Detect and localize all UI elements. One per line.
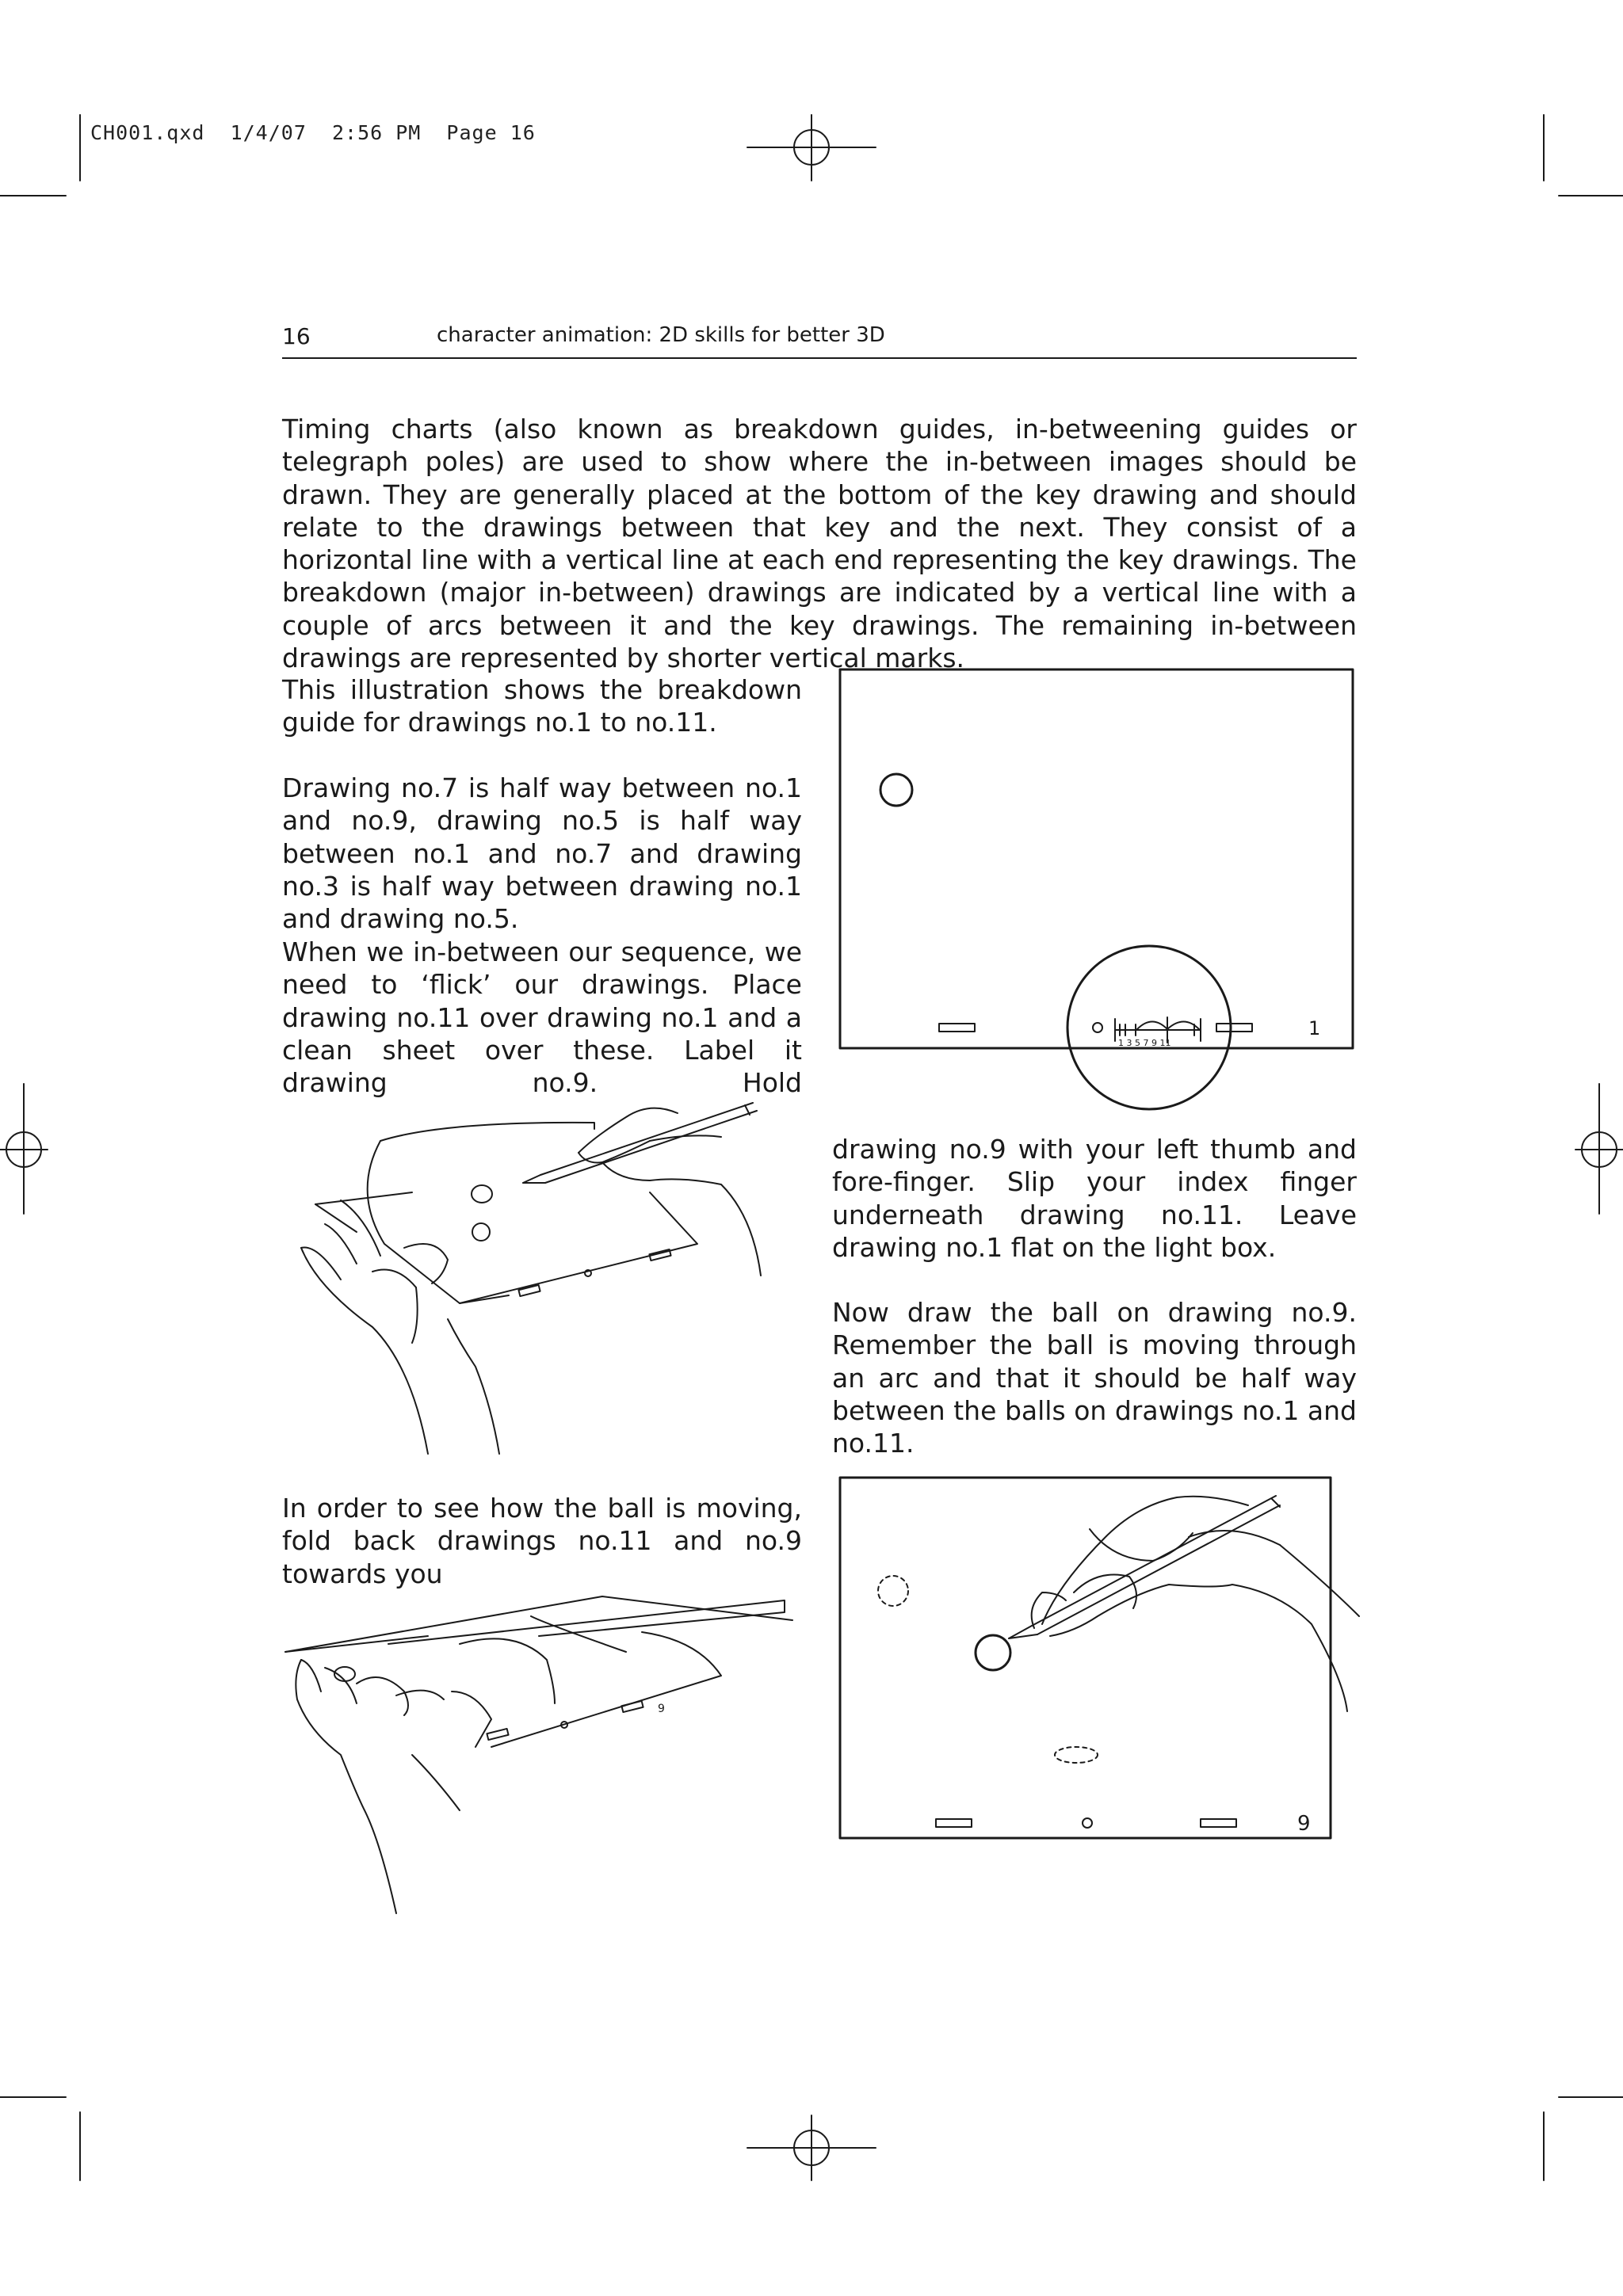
drawing7-paragraph: Drawing no.7 is half way between no.1 and no.9, drawing no.5 is half way between no.1 and no.7 and drawing no.3 is half way between drawing no.1 and drawing no.5.: [282, 772, 802, 935]
drawing-number-9: 9: [1297, 1812, 1311, 1836]
timing-chart-marks: 1 3 5 7 9 11: [1118, 1038, 1171, 1048]
ball-drawing-1-ghost: [878, 1576, 908, 1606]
fold-back-paragraph: In order to see how the ball is moving, fold back drawings no.11 and no.9 towards you: [282, 1493, 802, 1589]
page-number: 16: [282, 323, 311, 349]
ball-drawing-9: [976, 1635, 1010, 1670]
header-rule: [282, 357, 1357, 359]
running-title: character animation: 2D skills for better 3D: [437, 323, 885, 347]
drawing-number-1: 1: [1308, 1017, 1321, 1039]
fold-back-illustration: [277, 1573, 808, 1913]
ball-drawing-1: [880, 774, 912, 806]
svg-text:9: 9: [658, 1703, 665, 1715]
intro-paragraph: Timing charts (also known as breakdown guides, in-betweening guides or telegraph poles) are used to show where the in-between images should be drawn. They are generally placed at the bottom of the key drawing and should relate to the drawings between that key and the next. They consist of a horizontal line with a vertical line at each end representing the key drawings. The breakdown (major in-between) drawings are indicated by a vertical line with a couple of arcs between it and the key drawings. The remaining in-between drawings are represented by shorter vertical marks.: [282, 414, 1357, 674]
flick-paragraph-b: drawing no.9 with your left thumb and fore-finger. Slip your index finger underneath drawing no.11. Leave drawing no.1 flat on the light box.: [832, 1134, 1357, 1263]
draw-ball-paragraph: Now draw the ball on drawing no.9. Remember the ball is moving through an arc and that it should be half way between the balls on drawings no.1 and no.11.: [832, 1297, 1357, 1459]
illustration-paragraph: This illustration shows the breakdown guide for drawings no.1 to no.11.: [282, 674, 802, 738]
ball-drawing-11-ghost: [1055, 1747, 1098, 1763]
timing-chart-figure: [836, 666, 1359, 1117]
flick-paragraph-a: When we in-between our sequence, we need to ‘flick’ our drawings. Place drawing no.11 over drawing no.1 and a clean sheet over these. Label it drawing no.9. Hold: [282, 936, 802, 1099]
slug-line: CH001.qxd 1/4/07 2:56 PM Page 16: [90, 121, 536, 144]
draw-ball-figure: [836, 1474, 1359, 1846]
magnifier-circle: [1067, 946, 1231, 1109]
flick-illustration: [277, 1105, 808, 1462]
